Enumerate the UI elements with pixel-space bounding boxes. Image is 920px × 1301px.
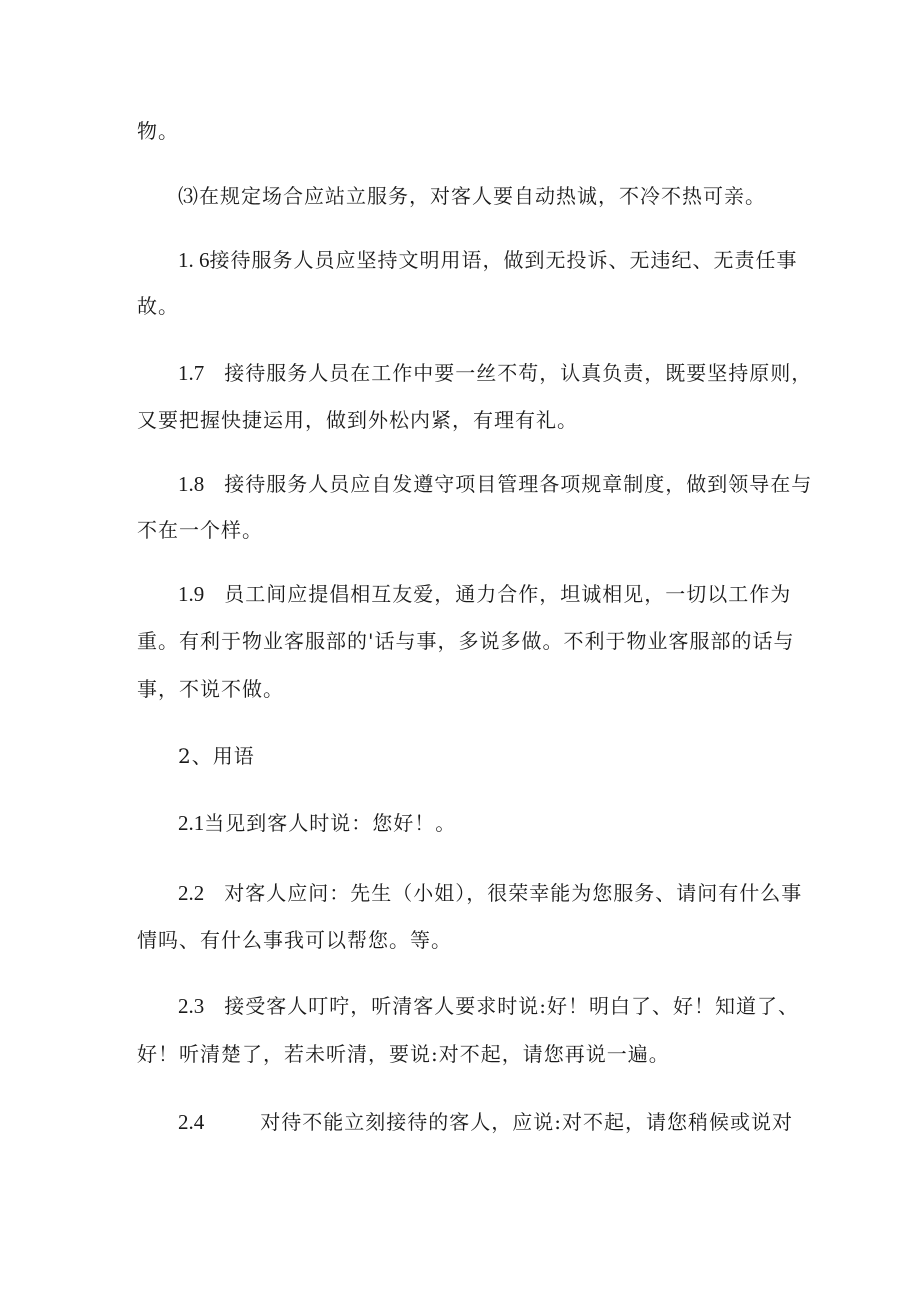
item-number: 1. 6 <box>178 248 210 272</box>
text: ⑶在规定场合应站立服务，对客人要自动热诚，不冷不热可亲。 <box>178 184 766 208</box>
paragraph-line <box>178 182 766 210</box>
paragraph-line <box>178 992 799 1020</box>
text: 对客人应问：先生（小姐），很荣幸能为您服务、请问有什么事 <box>224 881 803 905</box>
text: 重。有利于物业客服部的'话与事，多说多做。不利于物业客服部的话与 <box>137 629 795 653</box>
text: 情吗、有什么事我可以帮您。等。 <box>137 928 452 952</box>
text: 又要把握快捷运用，做到外松内紧，有理有礼。 <box>137 408 578 432</box>
paragraph-line <box>137 926 452 954</box>
paragraph-line <box>178 246 798 274</box>
text: 接受客人叮咛，听清客人要求时说:好！明白了、好！知道了、 <box>224 994 799 1018</box>
text: 2、用语 <box>178 744 255 768</box>
paragraph-line <box>137 675 284 703</box>
paragraph-line <box>178 1108 793 1136</box>
text: 接待服务人员在工作中要一丝不苟，认真负责，既要坚持原则， <box>224 361 813 385</box>
text: 物。 <box>137 119 179 143</box>
text: 事，不说不做。 <box>137 677 284 701</box>
paragraph-line <box>178 359 812 387</box>
text: 不在一个样。 <box>137 518 263 542</box>
paragraph-line <box>137 292 179 320</box>
paragraph-line <box>178 470 812 498</box>
section-heading <box>178 742 255 770</box>
paragraph-line <box>178 879 802 907</box>
paragraph-line <box>137 1040 670 1068</box>
item-number: 1.7 <box>178 361 205 385</box>
paragraph-line <box>137 627 795 655</box>
text: 故。 <box>137 294 179 318</box>
text: 当见到客人时说：您好！。 <box>204 811 457 835</box>
paragraph-line <box>137 516 263 544</box>
text: 接待服务人员应自发遵守项目管理各项规章制度，做到领导在与 <box>224 472 813 496</box>
item-number: 2.4 <box>178 1110 205 1134</box>
item-number: 1.9 <box>178 582 205 606</box>
paragraph-line <box>137 406 578 434</box>
text: 对待不能立刻接待的客人，应说:对不起，请您稍候或说对 <box>260 1110 793 1134</box>
item-number: 2.2 <box>178 881 205 905</box>
text: 好！听清楚了，若未听清，要说:对不起，请您再说一遍。 <box>137 1042 670 1066</box>
paragraph-line <box>137 117 179 145</box>
text: 接待服务人员应坚持文明用语，做到无投诉、无违纪、无责任事 <box>209 248 798 272</box>
paragraph-line <box>178 809 456 837</box>
item-number: 1.8 <box>178 472 205 496</box>
paragraph-line <box>178 580 791 608</box>
item-number: 2.3 <box>178 994 205 1018</box>
item-number: 2.1 <box>178 811 205 835</box>
text: 员工间应提倡相互友爱，通力合作，坦诚相见，一切以工作为 <box>224 582 792 606</box>
